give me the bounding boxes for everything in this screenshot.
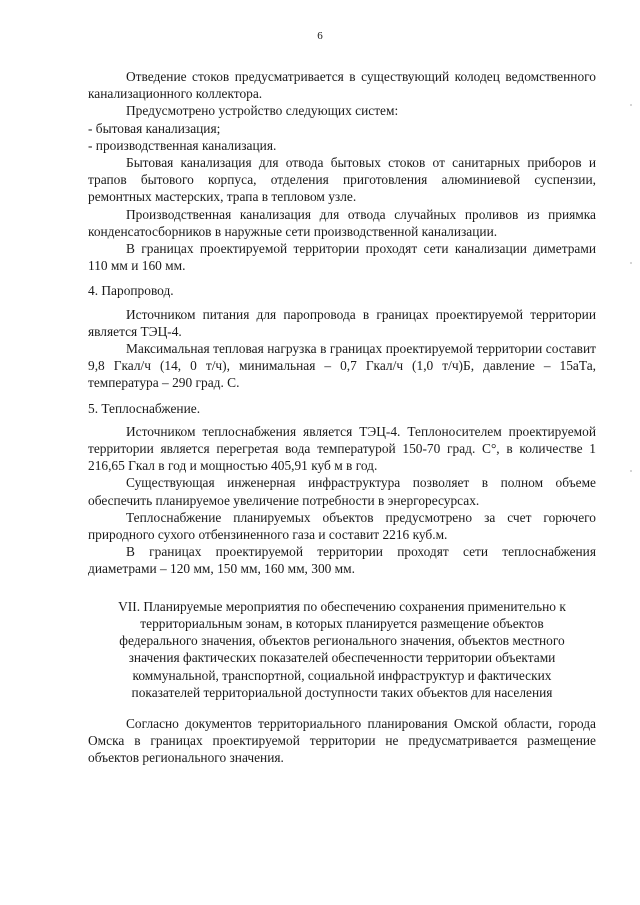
list-item-household-sewage: - бытовая канализация; [88, 120, 221, 136]
heading-steam-pipeline: 4. Паропровод. [88, 283, 174, 299]
section-vii-heading [88, 598, 596, 701]
paragraph-systems-intro: Предусмотрено устройство следующих систем: [126, 103, 399, 119]
paragraph-sewage-networks: В границах проектируемой территории проходят сети канализации диметрами 110 мм и 160 мм. [88, 241, 596, 274]
paragraph-household-sewage: Бытовая канализация для отвода бытовых стоков от санитарных приборов и трапов бытового корпуса, отделения приготовления алюминиевой суспензии, ремонтных мастерских, трапа в тепловом узле. [88, 155, 596, 205]
document-body [88, 68, 596, 767]
scan-speck [630, 104, 632, 106]
paragraph-heat-source: Источником теплоснабжения является ТЭЦ-4. Теплоносителем проектируемой территории является перегретая вода температурой 150-70 град. С°, в количестве 1 216,65 Гкал в год и мощностью 405,91 куб м в год. [88, 423, 596, 474]
scan-speck [630, 470, 632, 472]
paragraph-gas-supply: Теплоснабжение планируемых объектов предусмотрено за счет горючего природного сухого отбензиненного газа и составит 2216 куб.м. [88, 509, 596, 543]
paragraph-regional-objects: Согласно документов территориального планирования Омской области, города Омска в границах проектируемой территории не предусматривается размещение объектов регионального значения. [88, 715, 596, 766]
list-item-industrial-sewage: - производственная канализация. [88, 137, 277, 153]
section-vii-title: VII. Планируемые мероприятия по обеспечению сохранения применительно к территориальным зонам, в которых планируется размещение объектов федерального значения, объектов регионального значения, объектов местного значения фактических показателей обеспеченности территории объектами коммунальной, транспортной, социальной инфраструктур и фактических показателей территориальной доступности таких объектов для населения [118, 598, 566, 700]
paragraph-steam-load: Максимальная тепловая нагрузка в границах проектируемой территории составит 9,8 Гкал/ч (14, 0 т/ч), минимальная – 0,7 Гкал/ч (1,0 т/ч)Б, давление – 15аТа, температура – 290 град. С. [88, 341, 596, 391]
page-number: 6 [317, 30, 323, 42]
paragraph-heat-networks: В границах проектируемой территории проходят сети теплоснабжения диаметрами – 120 мм, 150 мм, 160 мм, 300 мм. [88, 544, 596, 577]
scan-speck [630, 262, 632, 264]
paragraph-steam-source: Источником питания для паропровода в границах проектируемой территории является ТЭЦ-4. [88, 306, 596, 339]
heading-heat-supply: 5. Теплоснабжение. [88, 400, 201, 416]
paragraph-industrial-sewage: Производственная канализация для отвода случайных проливов из приямка конденсатосборников в наружные сети производственной канализации. [88, 206, 596, 239]
paragraph-sewage-discharge: Отведение стоков предусматривается в существующий колодец ведомственного канализационного коллектора. [88, 69, 596, 102]
paragraph-infrastructure: Существующая инженерная инфраструктура позволяет в полном объеме обеспечить планируемое увеличение потребности в энергоресурсах. [88, 475, 596, 508]
